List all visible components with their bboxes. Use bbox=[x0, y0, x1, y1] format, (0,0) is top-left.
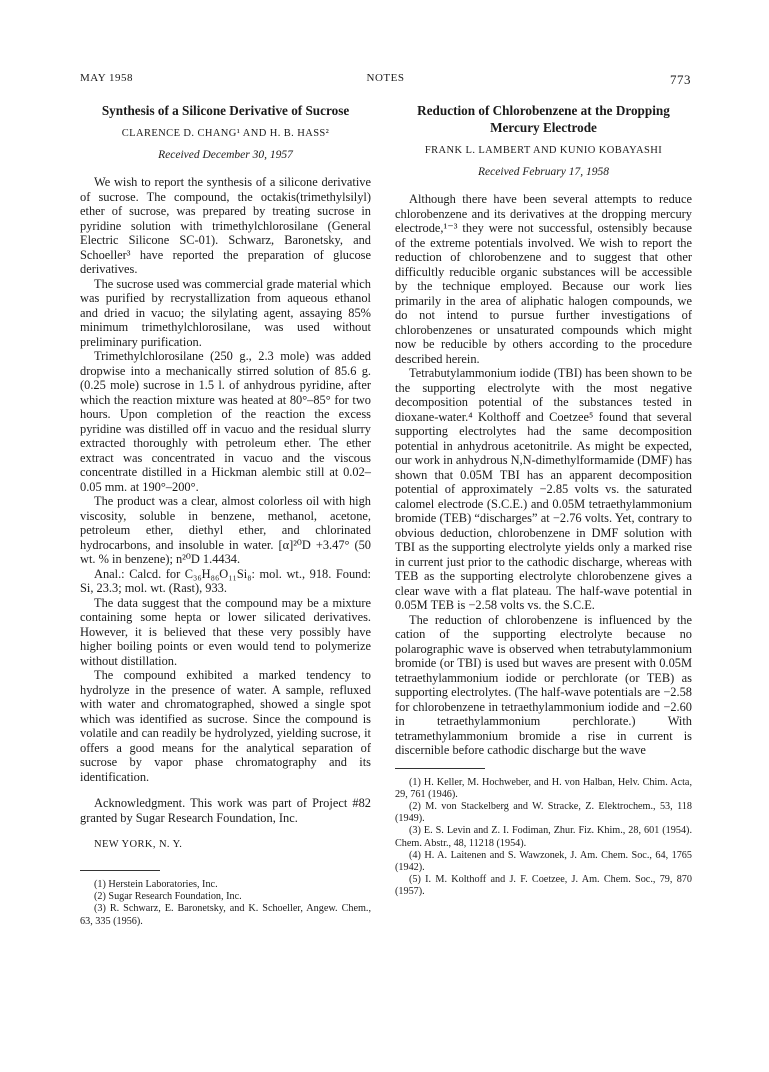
footnote: (4) H. A. Laitenen and S. Wawzonek, J. Am. Chem. Soc., 64, 1765 (1942). bbox=[395, 849, 692, 873]
footnote: (3) R. Schwarz, E. Baronetsky, and K. Schoeller, Angew. Chem., 63, 335 (1956). bbox=[80, 903, 371, 927]
footnote-divider bbox=[80, 870, 160, 871]
paragraph: We wish to report the synthesis of a silicone derivative of sucrose. The compound, the octakis(trimethylsilyl) ether of sucrose, was prepared by treating sucrose in pyridine solution with trimethylchlorosilane (General Electric Silicone SC-01). Schwarz, Baronetsky, and Schoeller³ have reported the preparation of glucose derivatives. bbox=[80, 175, 371, 276]
right-footnotes bbox=[395, 777, 692, 899]
page-number: 773 bbox=[670, 72, 691, 87]
author-location: NEW YORK, N. Y. bbox=[94, 839, 183, 850]
left-article-title: Synthesis of a Silicone Derivative of Sucrose bbox=[101, 103, 350, 118]
footnote: (5) I. M. Kolthoff and J. F. Coetzee, J. Am. Chem. Soc., 79, 870 (1957). bbox=[395, 874, 692, 898]
right-article-title: Reduction of Chlorobenzene at the Dropping Mercury Electrode bbox=[417, 103, 670, 135]
footnote: (1) Herstein Laboratories, Inc. bbox=[94, 879, 218, 890]
right-article bbox=[395, 102, 692, 899]
footnote: (2) Sugar Research Foundation, Inc. bbox=[94, 891, 242, 903]
footnote: (1) H. Keller, M. Hochweber, and H. von Halban, Helv. Chim. Acta, 29, 761 (1946). bbox=[395, 776, 692, 800]
left-article-received: Received December 30, 1957 bbox=[158, 149, 293, 161]
right-article-received: Received February 17, 1958 bbox=[478, 166, 609, 178]
paragraph: Trimethylchlorosilane (250 g., 2.3 mole) was added dropwise into a mechanically stirred solution of 85.6 g. (0.25 mole) sucrose in 1.5 l. of anhydrous pyridine, after which the reaction mixture was heated at 80°–85° for two hours. Upon completion of the reaction the excess pyridine was distilled off in vacuo and the residual slurry extracted thoroughly with petroleum ether. The ether extract was concentrated in vacuo and the viscous concentrate distilled in a Hickman alembic still at 0.02–0.05 mm. at 190°–200°. bbox=[80, 349, 371, 494]
running-header bbox=[80, 72, 691, 88]
acknowledgment: Acknowledgment. This work was part of Project #82 granted by Sugar Research Foundation, Inc. bbox=[80, 796, 371, 825]
paragraph: The compound exhibited a marked tendency to hydrolyze in the presence of water. A sample, refluxed with water and chromatographed, showed a single spot which was identified as sucrose. Since the compound is volatile and can readily be hydrolyzed, yielding sucrose, it offers a good means for the analytical separation of sucrose by vapor phase chromatography and its identification. bbox=[80, 668, 371, 784]
footnote-divider bbox=[395, 768, 485, 769]
footnote: (2) M. von Stackelberg and W. Stracke, Z. Elektrochem., 53, 118 (1949). bbox=[395, 800, 692, 825]
paragraph: Although there have been several attempts to reduce chlorobenzene and its derivatives at the dropping mercury electrode,¹⁻³ they were not successful, ostensibly because of the extreme potentials involved. We wish to report the reduction of chlorobenzene and to suggest that other difficultly reducible organic substances will be accessible by the technique employed. Because our work lies primarily in the area of aliphatic halogen compounds, we do not intend to pursue further investigations of chlorobenzenes or unsaturated compounds which might now be reducible by others according to the procedure described herein. bbox=[395, 192, 692, 366]
paragraph: The data suggest that the compound may be a mixture containing some hepta or lower silicated derivatives. However, it is believed that these very possibly have higher boiling points or even would tend to polymerize without distillation. bbox=[80, 595, 371, 668]
left-footnotes bbox=[80, 879, 371, 928]
right-article-body bbox=[395, 192, 692, 758]
header-date: MAY 1958 bbox=[80, 72, 134, 84]
right-article-authors: FRANK L. LAMBERT AND KUNIO KOBAYASHI bbox=[424, 145, 663, 156]
left-article-authors: CLARENCE D. CHANG¹ AND H. B. HASS² bbox=[121, 128, 330, 139]
paragraph: The reduction of chlorobenzene is influenced by the cation of the supporting electrolyte because no polarographic wave is observed when tetrabutylammonium bromide (or TBI) is used but waves are present with 0.05M tetraethylammonium iodide or perchlorate (or TEB) as supporting electrolytes. (The half-wave potentials are −2.58 for chlorobenzene in tetraethylammonium iodide and −2.60 in tetraethylammonium perchlorate.) With tetramethylammonium bromide a rise in current is discernible before cathodic discharge but the wave bbox=[395, 612, 692, 757]
footnote: (3) E. S. Levin and Z. I. Fodiman, Zhur. Fiz. Khim., 28, 601 (1954). Chem. Abstr., 48, 11218 (1954). bbox=[395, 825, 692, 849]
paragraph: The product was a clear, almost colorless oil with high viscosity, soluble in benzene, methanol, acetone, petroleum ether, diethyl ether, and chlorinated hydrocarbons, and insoluble in water. [α]²⁰D +3.47° (50 wt. % in benzene); n²⁰D 1.4434. bbox=[80, 494, 371, 566]
left-article-body bbox=[80, 175, 371, 825]
paragraph: Tetrabutylammonium iodide (TBI) has been shown to be the supporting electrolyte with the most negative decomposition potential of the substances tested in dioxane-water.⁴ Kolthoff and Coetzee⁵ found that several supporting electrolytes had the same decomposition potential in anhydrous acetonitrile. As might be expected, our work in anhydrous N,N-dimethylformamide (DMF) has shown that 0.05M TBI has an apparent decomposition potential of approximately −2.85 volts vs. the saturated calomel electrode (S.C.E.) and 0.05M tetraethylammonium bromide (TEB) “discharges” at −2.76 volts. Yet, contrary to obvious deduction, chlorobenzene in DMF solution with TBI as the supporting electrolyte yields only a marked rise in current just prior to the cathodic discharge, whereas with TEB as the supporting electrolyte chlorobenzene gives a clear wave with a flat plateau. The half-wave potential in 0.05M TEB is −2.58 volts vs. the S.C.E. bbox=[395, 366, 692, 612]
header-section: NOTES bbox=[366, 72, 405, 84]
paragraph: The sucrose used was commercial grade material which was purified by recrystallization from aqueous ethanol and dried in vacuo; the silylating agent, assaying 85% minimum trimethylchlorosilane, was used without preliminary purification. bbox=[80, 276, 371, 349]
left-article bbox=[80, 102, 371, 928]
paragraph: Anal.: Calcd. for C₃₆H₈₆O₁₁Si₈: mol. wt., 918. Found: Si, 23.3; mol. wt. (Rast), 933. bbox=[80, 566, 371, 595]
